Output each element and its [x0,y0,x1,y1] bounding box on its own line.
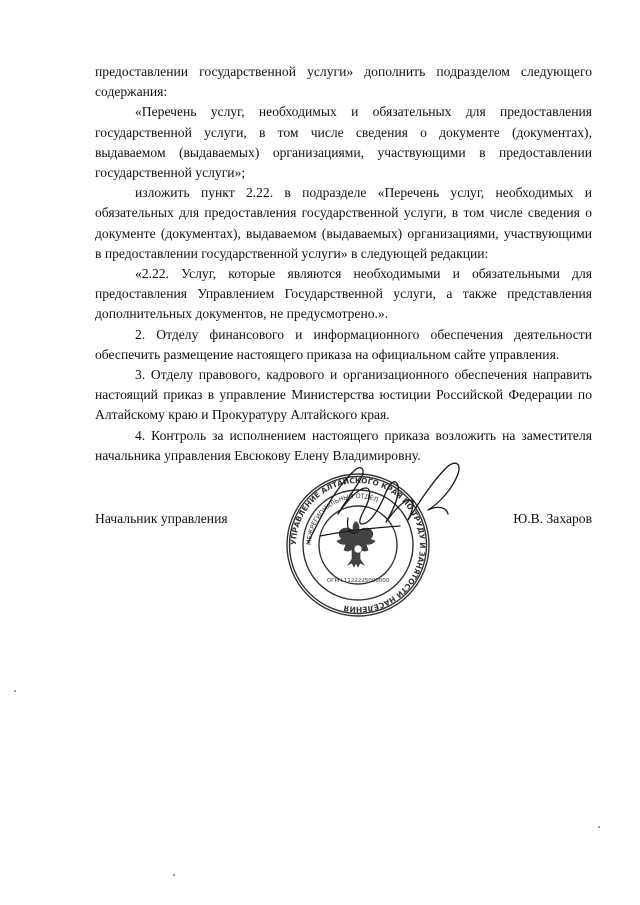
paragraph-order-item-4: 4. Контроль за исполнением настоящего приказа возложить на заместителя начальника управления Евсюкову Елену Владимировну. [95,427,592,463]
document-body [95,62,592,466]
paragraph-order-item-3: 3. Отделу правового, кадрового и организационного обеспечения направить настоящий приказ в управление Министерства юстиции Российской Федерации по Алтайскому краю и Прокуратуру Алтайского края. [95,367,592,423]
paragraph-item-2-22: «2.22. Услуг, которые являются необходимыми и обязательными для предоставления Управлением Государственной услуги, а также представления дополнительных документов, не предусмотрено.». [95,266,592,322]
scan-speck [173,874,175,876]
paragraph-continuation: предоставлении государственной услуги» дополнить подразделом следующего содержания: [95,64,592,100]
handwritten-signature [300,448,480,568]
stamp-center-text: ОГРН 1122225000000 [326,578,390,584]
stamp-inner-text: МЕЖРЕГИОНАЛЬНЫЙ ОТДЕЛ [305,492,380,546]
signatory-name: Ю.В. Захаров [513,511,592,526]
scan-speck [14,690,16,692]
signature-block [95,511,592,531]
signatory-position: Начальник управления [95,511,228,526]
stamp-outer-text: УПРАВЛЕНИЕ АЛТАЙСКОГО КРАЯ ПО ТРУДУ И ЗАНЯТОСТИ НАСЕЛЕНИЯ [288,475,428,615]
paragraph-amendment: изложить пункт 2.22. в подразделе «Перечень услуг, необходимых и обязательных для предоставления государственной услуги, в том числе сведения о документе (документах), выдаваемом (выдаваемых) организациями, участвующими в предоставлении государственной услуги» в следующей редакции: [95,185,592,261]
scan-speck [598,826,600,828]
paragraph-quoted-heading: «Перечень услуг, необходимых и обязательных для предоставления государственной услуги, в том числе сведения о документе (документах), выдаваемом (выдаваемых) организациями, участвующими в предоставлении государственной услуги»; [95,104,592,181]
paragraph-order-item-2: 2. Отделу финансового и информационного обеспечения деятельности обеспечить размещение настоящего приказа на официальном сайте управления. [95,326,592,362]
